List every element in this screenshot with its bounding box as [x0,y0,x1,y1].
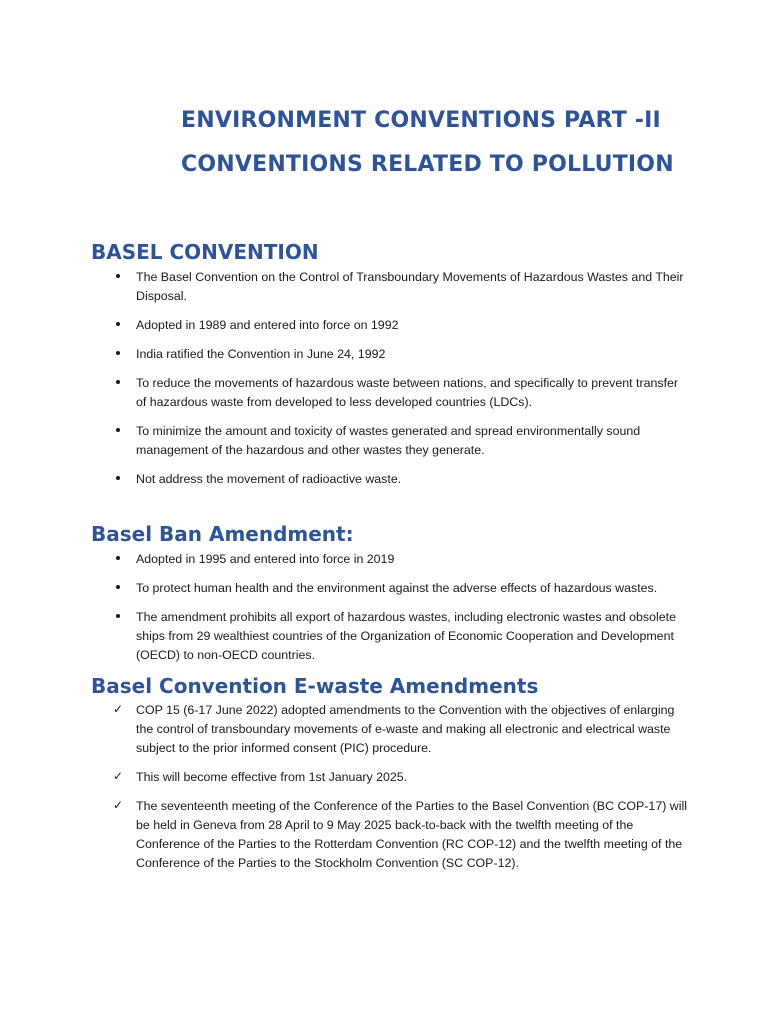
bullet-icon [111,608,125,627]
list-item [91,316,691,335]
bullet-icon [111,470,125,489]
bullet-icon [111,345,125,364]
list-item-text: The seventeenth meeting of the Conference of the Parties to the Basel Convention (BC COP-17) will be held in Geneva from 28 April to 9 May 2025 back-to-back with the twelfth meeting of the Conference of the Parties to the Rotterdam Convention (RC COP-12) and the twelfth meeting of the Conference of the Parties to the Stockholm Convention (SC COP-12). [136,799,687,870]
section-heading: Basel Ban Amendment: [91,522,354,546]
list-item [91,345,691,364]
list-item-text: To reduce the movements of hazardous waste between nations, and specifically to prevent transfer of hazardous waste from developed to less developed countries (LDCs). [136,376,679,409]
checkmark-icon: ✓ [112,798,124,812]
list-item-text: This will become effective from 1st January 2025. [136,770,408,784]
list-item-text: Not address the movement of radioactive waste. [136,472,402,486]
list-item [91,701,691,758]
checklist [91,701,691,873]
section-basel-ban-amendment [91,521,691,675]
list-item [91,768,691,787]
list-item-text: To minimize the amount and toxicity of wastes generated and spread environmentally sound management of the hazardous and other wastes they generate. [136,424,641,457]
list-item [91,470,691,489]
bullet-icon [111,316,125,335]
page-title: ENVIRONMENT CONVENTIONS PART -II [181,108,661,133]
checkmark-icon: ✓ [112,769,124,783]
bullet-icon [111,579,125,598]
title-block [181,106,701,180]
list-item-text: Adopted in 1995 and entered into force in 2019 [136,552,395,566]
bullet-icon [111,268,125,287]
list-item [91,797,691,873]
list-item [91,268,691,306]
bullet-list [91,268,691,489]
checkmark-icon: ✓ [112,702,124,716]
section-heading: Basel Convention E-waste Amendments [91,674,539,698]
bullet-icon [111,422,125,441]
list-item [91,422,691,460]
section-ewaste-amendments [91,673,691,883]
list-item-text: The Basel Convention on the Control of Transboundary Movements of Hazardous Wastes and Their Disposal. [136,270,684,303]
bullet-icon [111,550,125,569]
list-item-text: India ratified the Convention in June 24, 1992 [136,347,386,361]
list-item-text: To protect human health and the environment against the adverse effects of hazardous wastes. [136,581,658,595]
list-item-text: The amendment prohibits all export of hazardous wastes, including electronic wastes and obsolete ships from 29 wealthiest countries of the Organization of Economic Cooperation and Development (OECD) to non-OECD countries. [136,610,676,662]
list-item [91,374,691,412]
section-heading: BASEL CONVENTION [91,240,319,264]
bullet-list [91,550,691,665]
list-item [91,550,691,569]
bullet-icon [111,374,125,393]
page-subtitle: CONVENTIONS RELATED TO POLLUTION [181,152,674,177]
section-basel-convention [91,239,691,499]
list-item-text: Adopted in 1989 and entered into force on 1992 [136,318,399,332]
list-item [91,579,691,598]
list-item-text: COP 15 (6-17 June 2022) adopted amendments to the Convention with the objectives of enlarging the control of transboundary movements of e-waste and making all electronic and electrical waste subject to the prior informed consent (PIC) procedure. [136,703,675,755]
list-item [91,608,691,665]
